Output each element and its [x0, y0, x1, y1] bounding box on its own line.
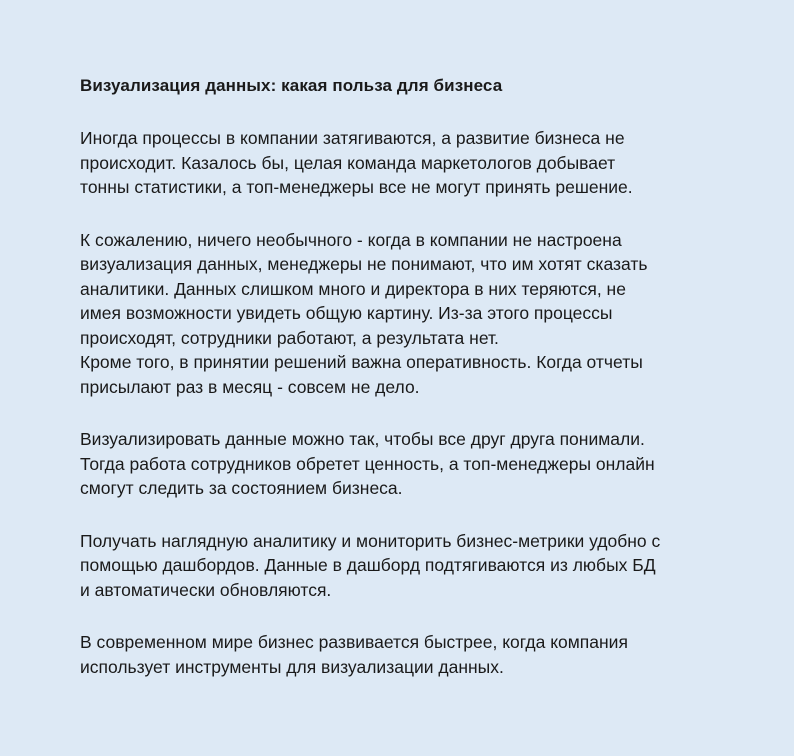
paragraph-solution: [80, 427, 720, 501]
paragraph-line: присылают раз в месяц - совсем не дело.: [80, 376, 420, 397]
paragraph-line: смогут следить за состоянием бизнеса.: [80, 478, 403, 498]
paragraph-line: аналитики. Данных слишком много и директора в них теряются, не: [80, 278, 626, 299]
paragraph-line: визуализация данных, менеджеры не понимают, что им хотят сказать: [80, 254, 648, 274]
paragraph-line: происходит. Казалось бы, целая команда маркетологов добывает: [80, 152, 616, 173]
paragraph-line: и автоматически обновляются.: [80, 579, 332, 600]
paragraph-line: Кроме того, в принятии решений важна оперативность. Когда отчеты: [80, 352, 643, 372]
paragraph-line: В современном мире бизнес развивается быстрее, когда компания: [80, 632, 628, 652]
paragraph-intro: [80, 126, 720, 200]
paragraph-line: Тогда работа сотрудников обретет ценность, а топ-менеджеры онлайн: [80, 453, 655, 474]
paragraph-line: К сожалению, ничего необычного - когда в компании не настроена: [80, 229, 622, 250]
paragraph-line: имея возможности увидеть общую картину. Из-за этого процессы: [80, 303, 613, 323]
paragraph-conclusion: [80, 630, 720, 679]
paragraph-line: тонны статистики, а топ-менеджеры все не могут принять решение.: [80, 177, 633, 197]
paragraph-line: происходят, сотрудники работают, а результата нет.: [80, 327, 499, 348]
document-title: Визуализация данных: какая польза для бизнеса: [80, 76, 503, 95]
paragraph-line: Иногда процессы в компании затягиваются, а развитие бизнеса не: [80, 128, 625, 148]
paragraph-line: Визуализировать данные можно так, чтобы все друг друга понимали.: [80, 429, 645, 449]
paragraph-line: помощью дашбордов. Данные в дашборд подтягиваются из любых БД: [80, 555, 656, 575]
paragraph-dashboards: [80, 529, 720, 603]
paragraph-line: Получать наглядную аналитику и мониторить бизнес-метрики удобно с: [80, 530, 661, 551]
paragraph-problem: [80, 228, 720, 400]
paragraph-line: использует инструменты для визуализации данных.: [80, 656, 504, 677]
